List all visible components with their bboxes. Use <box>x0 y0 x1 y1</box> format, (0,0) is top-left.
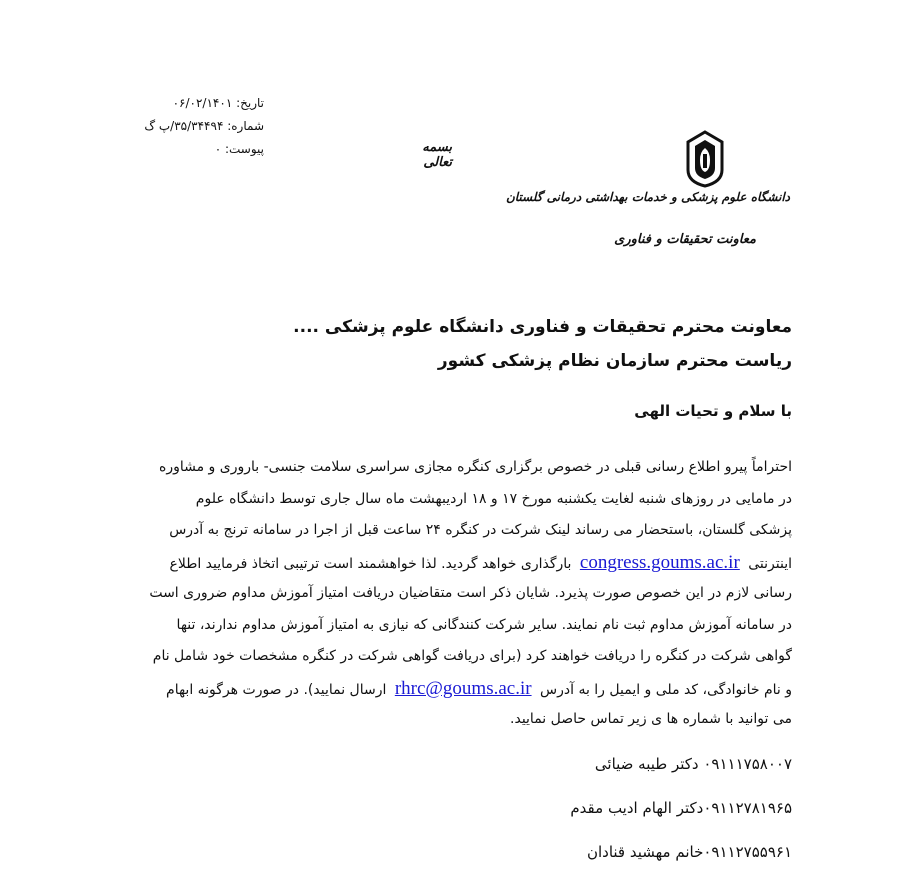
contact-item: ۰۹۱۱۲۷۸۱۹۶۵دکتر الهام ادیب مقدم <box>570 799 792 817</box>
university-name: دانشگاه علوم پزشکی و خدمات بهداشتی درمانی گلستان <box>505 190 790 204</box>
body-line: در مامایی در روزهای شنبه لغایت یکشنبه مورخ ۱۷ و ۱۸ اردیبهشت ماه سال جاری توسط دانشگاه علوم <box>195 490 792 507</box>
letter-meta <box>128 92 264 161</box>
contact-item: ۰۹۱۱۱۷۵۸۰۰۷ دکتر طیبه ضیائی <box>594 755 792 773</box>
recipient-line: معاونت محترم تحقیقات و فناوری دانشگاه علوم پزشکی .... <box>293 317 792 337</box>
body-line: در سامانه آموزش مداوم ثبت نام نمایند. سایر شرکت کنندگانی که نیازی به امتیاز آموزش مداوم ندارند، تنها <box>176 616 792 633</box>
recipient-line: ریاست محترم سازمان نظام پزشکی کشور <box>437 351 792 371</box>
body-line: رسانی لازم در این خصوص صورت پذیرد. شایان ذکر است متقاضیان دریافت امتیاز آموزش مداوم ضروری است <box>149 585 792 601</box>
bismillah-heading: بسمه تعالی <box>422 140 452 170</box>
congress-link[interactable]: congress.goums.ac.ir <box>579 551 740 573</box>
letter-number: شماره: ۳۵/۳۴۴۹۴/پ گ <box>144 119 264 133</box>
body-text-fragment: ارسال نمایید). در صورت هرگونه ابهام <box>166 681 387 698</box>
recipients-block <box>293 310 792 378</box>
letter-attachment: پیوست: ۰ <box>214 142 264 156</box>
body-paragraph <box>82 452 792 736</box>
greeting: با سلام و تحیات الهی <box>634 402 792 420</box>
email-link[interactable]: rhrc@goums.ac.ir <box>394 677 532 699</box>
body-text-fragment: بارگذاری خواهد گردید. لذا خواهشمند است ترتیبی اتخاذ فرمایید اطلاع <box>169 555 572 572</box>
contact-item: ۰۹۱۱۲۷۵۵۹۶۱خانم مهشید قنادان <box>586 843 792 861</box>
body-line: گواهی شرکت در کنگره را دریافت خواهند کرد (برای دریافت گواهی شرکت در کنگره مشخصات خود شامل نام <box>152 648 792 664</box>
body-text-fragment: و نام خانوادگی، کد ملی و ایمیل را به آدرس <box>540 681 792 698</box>
body-line: احتراماً پیرو اطلاع رسانی قبلی در خصوص برگزاری کنگره مجازی سراسری سلامت جنسی- باروری و مشاوره <box>158 459 792 475</box>
body-line <box>82 673 792 705</box>
body-line: می توانید با شماره ها ی زیر تماس حاصل نمایید. <box>510 711 792 727</box>
body-line <box>82 547 792 579</box>
contacts-list <box>440 748 792 880</box>
letter-date: تاریخ: ۰۶/۰۲/۱۴۰۱ <box>172 96 264 110</box>
body-text-fragment: اینترنتی <box>748 555 792 572</box>
body-line: پزشکی گلستان، باستحضار می رساند لینک شرکت در کنگره ۲۴ ساعت قبل از اجرا در سامانه ترنج به آدرس <box>169 522 792 538</box>
university-logo-icon <box>682 130 728 188</box>
department-name: معاونت تحقیقات و فناوری <box>614 232 756 247</box>
